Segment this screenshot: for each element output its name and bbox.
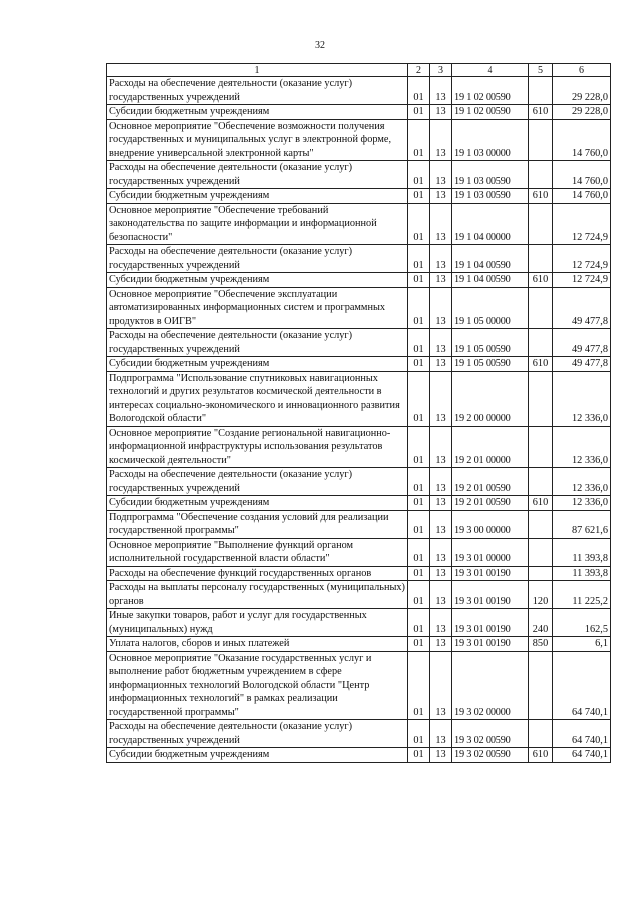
row-expense-type: [529, 510, 553, 538]
row-name: Расходы на обеспечение деятельности (оказание услуг) государственных учреждений: [107, 161, 408, 189]
row-name: Основное мероприятие "Выполнение функций органом исполнительной государственной власти области": [107, 538, 408, 566]
row-subsection: 13: [430, 426, 452, 468]
row-subsection: 13: [430, 119, 452, 161]
row-expense-type: 610: [529, 357, 553, 372]
row-subsection: 13: [430, 287, 452, 329]
row-target-code: 19 3 01 00190: [452, 566, 529, 581]
row-target-code: 19 1 03 00590: [452, 189, 529, 204]
row-name: Уплата налогов, сборов и иных платежей: [107, 637, 408, 652]
column-header-subsection: 3: [430, 64, 452, 77]
row-section: 01: [408, 245, 430, 273]
row-name: Расходы на обеспечение деятельности (оказание услуг) государственных учреждений: [107, 720, 408, 748]
row-subsection: 13: [430, 510, 452, 538]
row-target-code: 19 3 02 00590: [452, 748, 529, 763]
row-name: Субсидии бюджетным учреждениям: [107, 189, 408, 204]
row-subsection: 13: [430, 496, 452, 511]
row-name: Субсидии бюджетным учреждениям: [107, 496, 408, 511]
row-expense-type: 850: [529, 637, 553, 652]
row-expense-type: [529, 651, 553, 720]
row-target-code: 19 2 01 00000: [452, 426, 529, 468]
row-amount: 14 760,0: [553, 119, 611, 161]
row-subsection: 13: [430, 329, 452, 357]
row-expense-type: [529, 119, 553, 161]
table-row: [107, 609, 611, 637]
row-subsection: 13: [430, 651, 452, 720]
row-subsection: 13: [430, 273, 452, 288]
page-number: 32: [315, 40, 325, 51]
table-row: [107, 748, 611, 763]
table-row: [107, 566, 611, 581]
row-amount: 64 740,1: [553, 651, 611, 720]
row-expense-type: 610: [529, 748, 553, 763]
row-section: 01: [408, 371, 430, 426]
table-row: [107, 510, 611, 538]
row-name: Расходы на обеспечение функций государственных органов: [107, 566, 408, 581]
row-expense-type: [529, 161, 553, 189]
table-row: [107, 189, 611, 204]
row-amount: 162,5: [553, 609, 611, 637]
row-expense-type: [529, 538, 553, 566]
row-target-code: 19 1 04 00000: [452, 203, 529, 245]
row-name: Расходы на обеспечение деятельности (оказание услуг) государственных учреждений: [107, 329, 408, 357]
table-row: [107, 119, 611, 161]
row-name: Субсидии бюджетным учреждениям: [107, 105, 408, 120]
table-row: [107, 329, 611, 357]
row-amount: 11 393,8: [553, 538, 611, 566]
row-expense-type: [529, 203, 553, 245]
row-section: 01: [408, 189, 430, 204]
row-amount: 87 621,6: [553, 510, 611, 538]
row-subsection: 13: [430, 581, 452, 609]
table-row: [107, 720, 611, 748]
row-section: 01: [408, 357, 430, 372]
row-amount: 12 336,0: [553, 371, 611, 426]
row-target-code: 19 1 03 00000: [452, 119, 529, 161]
row-target-code: 19 3 01 00190: [452, 609, 529, 637]
row-amount: 11 393,8: [553, 566, 611, 581]
row-section: 01: [408, 287, 430, 329]
row-target-code: 19 1 04 00590: [452, 273, 529, 288]
row-section: 01: [408, 720, 430, 748]
row-subsection: 13: [430, 105, 452, 120]
row-name: Субсидии бюджетным учреждениям: [107, 357, 408, 372]
row-name: Расходы на обеспечение деятельности (оказание услуг) государственных учреждений: [107, 468, 408, 496]
row-section: 01: [408, 538, 430, 566]
column-header-target-code: 4: [452, 64, 529, 77]
row-amount: 12 724,9: [553, 203, 611, 245]
row-target-code: 19 3 02 00000: [452, 651, 529, 720]
table-row: [107, 637, 611, 652]
table-row: [107, 273, 611, 288]
row-subsection: 13: [430, 77, 452, 105]
row-section: 01: [408, 203, 430, 245]
row-target-code: 19 3 01 00000: [452, 538, 529, 566]
row-amount: 49 477,8: [553, 357, 611, 372]
row-subsection: 13: [430, 538, 452, 566]
row-expense-type: [529, 329, 553, 357]
row-target-code: 19 1 02 00590: [452, 105, 529, 120]
row-target-code: 19 2 01 00590: [452, 468, 529, 496]
row-section: 01: [408, 105, 430, 120]
row-amount: 12 336,0: [553, 426, 611, 468]
row-section: 01: [408, 329, 430, 357]
table-row: [107, 651, 611, 720]
table-row: [107, 105, 611, 120]
row-target-code: 19 3 02 00590: [452, 720, 529, 748]
row-expense-type: [529, 245, 553, 273]
row-name: Основное мероприятие "Оказание государственных услуг и выполнение работ бюджетным учреждением в сфере информационных технологий Вологодской области "Центр информационных технологий" в рамках реализации государственной программы": [107, 651, 408, 720]
row-amount: 49 477,8: [553, 287, 611, 329]
row-subsection: 13: [430, 748, 452, 763]
row-expense-type: [529, 720, 553, 748]
row-amount: 14 760,0: [553, 161, 611, 189]
row-amount: 14 760,0: [553, 189, 611, 204]
row-amount: 12 724,9: [553, 273, 611, 288]
row-expense-type: [529, 371, 553, 426]
row-expense-type: 610: [529, 496, 553, 511]
row-target-code: 19 1 05 00000: [452, 287, 529, 329]
table-row: [107, 357, 611, 372]
row-subsection: 13: [430, 566, 452, 581]
table-row: [107, 496, 611, 511]
row-target-code: 19 1 05 00590: [452, 329, 529, 357]
column-header-name: 1: [107, 64, 408, 77]
table-row: [107, 468, 611, 496]
table-row: [107, 77, 611, 105]
row-subsection: 13: [430, 357, 452, 372]
row-section: 01: [408, 637, 430, 652]
row-target-code: 19 3 00 00000: [452, 510, 529, 538]
row-subsection: 13: [430, 189, 452, 204]
row-name: Расходы на обеспечение деятельности (оказание услуг) государственных учреждений: [107, 77, 408, 105]
row-expense-type: 240: [529, 609, 553, 637]
row-expense-type: 610: [529, 273, 553, 288]
row-subsection: 13: [430, 609, 452, 637]
row-amount: 29 228,0: [553, 77, 611, 105]
row-name: Подпрограмма "Обеспечение создания условий для реализации государственной программы": [107, 510, 408, 538]
table-row: [107, 581, 611, 609]
row-expense-type: 610: [529, 105, 553, 120]
table-row: [107, 538, 611, 566]
row-name: Расходы на выплаты персоналу государственных (муниципальных) органов: [107, 581, 408, 609]
row-expense-type: [529, 426, 553, 468]
row-subsection: 13: [430, 637, 452, 652]
header-row: [107, 64, 611, 77]
row-target-code: 19 3 01 00190: [452, 637, 529, 652]
row-expense-type: [529, 468, 553, 496]
row-target-code: 19 3 01 00190: [452, 581, 529, 609]
row-name: Субсидии бюджетным учреждениям: [107, 273, 408, 288]
row-name: Подпрограмма "Использование спутниковых навигационных технологий и других результатов космической деятельности в интересах социально-экономического и инновационного развития Вологодской области": [107, 371, 408, 426]
row-expense-type: 120: [529, 581, 553, 609]
row-name: Основное мероприятие "Обеспечение возможности получения государственных и муниципальных услуг в электронной форме, внедрение универсальной электронной карты": [107, 119, 408, 161]
table-row: [107, 161, 611, 189]
row-name: Основное мероприятие "Обеспечение требований законодательства по защите информации и информационной безопасности": [107, 203, 408, 245]
row-section: 01: [408, 581, 430, 609]
row-subsection: 13: [430, 720, 452, 748]
row-section: 01: [408, 468, 430, 496]
row-section: 01: [408, 119, 430, 161]
row-target-code: 19 1 05 00590: [452, 357, 529, 372]
row-subsection: 13: [430, 161, 452, 189]
row-name: Расходы на обеспечение деятельности (оказание услуг) государственных учреждений: [107, 245, 408, 273]
row-subsection: 13: [430, 468, 452, 496]
table-row: [107, 245, 611, 273]
row-amount: 29 228,0: [553, 105, 611, 120]
row-section: 01: [408, 161, 430, 189]
row-name: Основное мероприятие "Обеспечение эксплуатации автоматизированных информационных систем и программных продуктов в ОИГВ": [107, 287, 408, 329]
row-target-code: 19 2 00 00000: [452, 371, 529, 426]
row-section: 01: [408, 566, 430, 581]
row-expense-type: 610: [529, 189, 553, 204]
row-name: Субсидии бюджетным учреждениям: [107, 748, 408, 763]
row-section: 01: [408, 77, 430, 105]
row-section: 01: [408, 426, 430, 468]
row-section: 01: [408, 651, 430, 720]
row-section: 01: [408, 510, 430, 538]
column-header-amount: 6: [553, 64, 611, 77]
column-header-section: 2: [408, 64, 430, 77]
table-row: [107, 287, 611, 329]
row-amount: 49 477,8: [553, 329, 611, 357]
row-amount: 64 740,1: [553, 748, 611, 763]
row-target-code: 19 1 03 00590: [452, 161, 529, 189]
row-subsection: 13: [430, 203, 452, 245]
row-section: 01: [408, 273, 430, 288]
row-amount: 6,1: [553, 637, 611, 652]
row-section: 01: [408, 609, 430, 637]
column-header-expense-type: 5: [529, 64, 553, 77]
row-target-code: 19 2 01 00590: [452, 496, 529, 511]
table-row: [107, 426, 611, 468]
row-amount: 12 336,0: [553, 468, 611, 496]
row-section: 01: [408, 496, 430, 511]
row-expense-type: [529, 77, 553, 105]
row-amount: 64 740,1: [553, 720, 611, 748]
table-row: [107, 371, 611, 426]
row-subsection: 13: [430, 245, 452, 273]
row-expense-type: [529, 566, 553, 581]
table-row: [107, 203, 611, 245]
row-amount: 11 225,2: [553, 581, 611, 609]
row-target-code: 19 1 04 00590: [452, 245, 529, 273]
row-target-code: 19 1 02 00590: [452, 77, 529, 105]
row-section: 01: [408, 748, 430, 763]
row-amount: 12 724,9: [553, 245, 611, 273]
row-subsection: 13: [430, 371, 452, 426]
row-name: Иные закупки товаров, работ и услуг для государственных (муниципальных) нужд: [107, 609, 408, 637]
row-amount: 12 336,0: [553, 496, 611, 511]
row-expense-type: [529, 287, 553, 329]
row-name: Основное мероприятие "Создание региональной навигационно-информационной инфраструктуры использования результатов космической деятельности": [107, 426, 408, 468]
budget-table: [106, 63, 611, 763]
